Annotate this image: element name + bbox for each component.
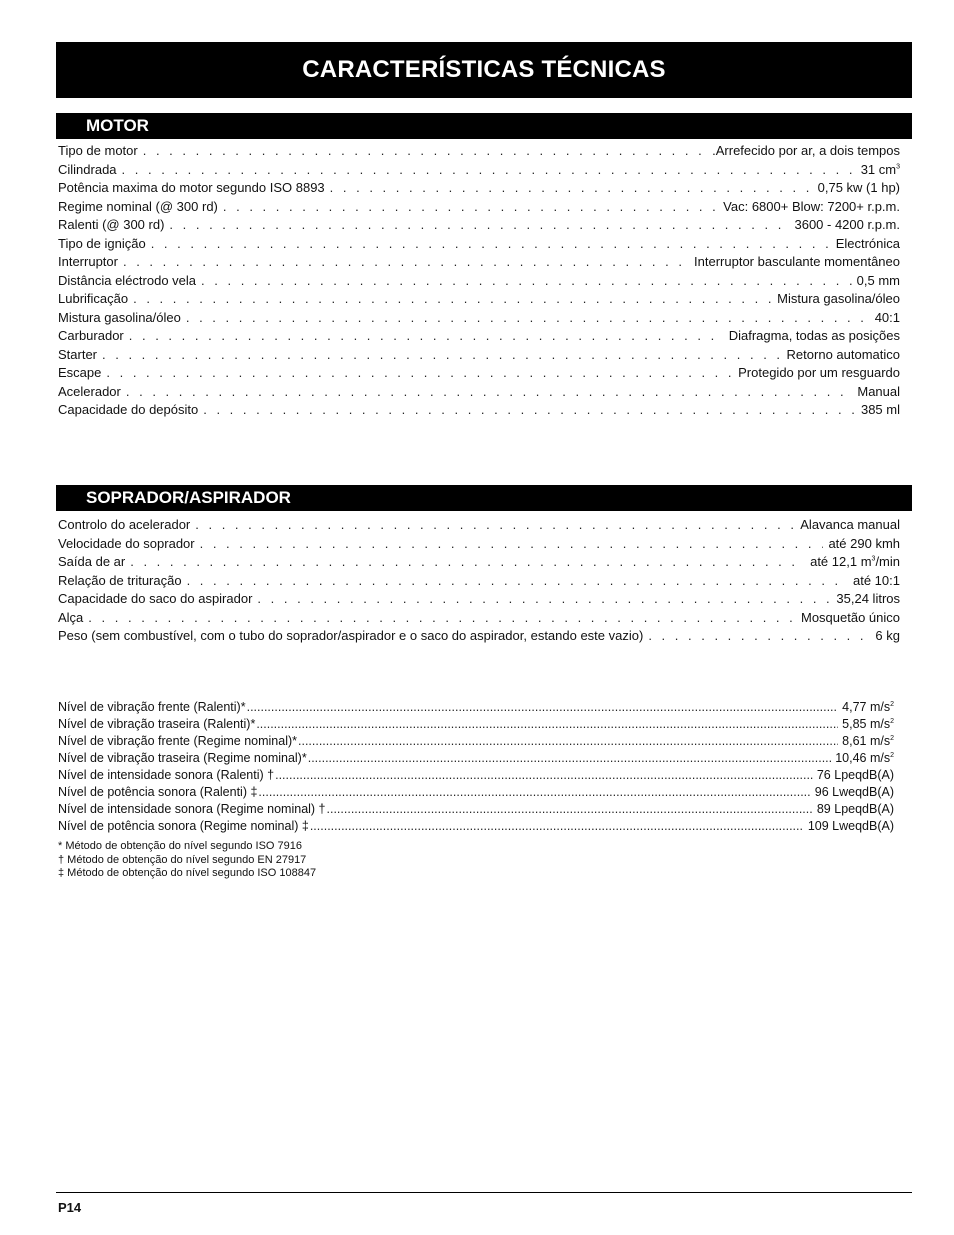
- spec-value-text: Protegido por um resguardo: [738, 365, 900, 380]
- spec-value: [794, 216, 900, 235]
- spec-value-text: .Arrefecido por ar, a dois tempos: [712, 143, 900, 158]
- spec-value: [857, 383, 900, 402]
- dot-leader: [123, 253, 689, 272]
- spec-value: [818, 179, 900, 198]
- spec-value-text: 4,77 m/s: [842, 700, 891, 714]
- spec-value-text: 385 ml: [860, 402, 900, 417]
- dot-leader: [275, 767, 813, 784]
- spec-value: [738, 364, 900, 383]
- spec-label: Nível de vibração traseira (Ralenti)*: [58, 717, 256, 731]
- spec-value-text: Interruptor basculante momentâneo: [694, 254, 900, 269]
- dot-leader: [308, 750, 831, 767]
- spec-row: [58, 401, 900, 420]
- dot-leader: [648, 627, 870, 646]
- footer-divider: [56, 1192, 912, 1193]
- soprador-spec-list: [58, 516, 900, 646]
- spec-value-text: 6 kg: [875, 628, 900, 643]
- spec-value: [787, 346, 900, 365]
- spec-row: [58, 161, 900, 180]
- spec-value-text: Alavanca manual: [800, 517, 900, 532]
- spec-row: [58, 364, 900, 383]
- spec-row: [58, 235, 900, 254]
- spec-label: Acelerador: [58, 383, 121, 399]
- dot-leader: [256, 716, 838, 733]
- spec-row: [58, 272, 900, 291]
- spec-value: [800, 516, 900, 535]
- spec-value-text: Mistura gasolina/óleo: [777, 291, 900, 306]
- spec-value-text: 96 LweqdB(A): [814, 785, 894, 799]
- spec-row: [58, 179, 900, 198]
- section-title-motor: MOTOR: [86, 116, 149, 135]
- spec-label: Alça: [58, 609, 84, 625]
- spec-value: [801, 609, 900, 628]
- dot-leader: [203, 401, 856, 420]
- spec-value: [842, 716, 894, 733]
- unit-superscript: 2: [890, 717, 894, 725]
- spec-label: Escape: [58, 365, 102, 380]
- dot-leader: [200, 535, 824, 554]
- spec-value-text: 76 LpeqdB(A): [816, 768, 894, 782]
- vibration-row: [58, 716, 894, 733]
- page-title-bar: [56, 42, 912, 98]
- spec-row: [58, 346, 900, 365]
- spec-value: [842, 733, 894, 750]
- spec-row: [58, 516, 900, 535]
- page-number: P14: [58, 1200, 82, 1215]
- spec-value-text: até 290 kmh: [828, 535, 900, 551]
- spec-row: [58, 609, 900, 628]
- vibration-row: [58, 767, 894, 784]
- vibration-row: [58, 801, 894, 818]
- spec-value: [729, 327, 900, 346]
- spec-row: [58, 535, 900, 554]
- spec-label: Potência maxima do motor segundo ISO 8893: [58, 180, 325, 195]
- vibration-row: [58, 733, 894, 750]
- spec-value-text: Electrónica: [835, 235, 900, 251]
- dot-leader: [151, 235, 831, 254]
- vibration-row: [58, 750, 894, 767]
- unit-superscript: 3: [871, 555, 876, 563]
- spec-row: [58, 590, 900, 609]
- dot-leader: [201, 272, 852, 291]
- dot-leader: [195, 516, 795, 535]
- dot-leader: [143, 142, 707, 161]
- spec-value: [857, 272, 900, 291]
- spec-value: [810, 553, 900, 572]
- spec-label: Mistura gasolina/óleo: [58, 309, 181, 325]
- spec-row: [58, 142, 900, 161]
- dot-leader: [298, 733, 838, 750]
- dot-leader: [130, 553, 805, 572]
- dot-leader: [186, 309, 870, 328]
- spec-row: [58, 383, 900, 402]
- dot-leader: [102, 346, 782, 365]
- dot-leader: [106, 364, 733, 383]
- dot-leader: [126, 383, 852, 402]
- spec-value-text: 5,85 m/s: [842, 717, 891, 731]
- spec-value-text: Vac: 6800+ Blow: 7200+ r.p.m.: [723, 198, 900, 214]
- spec-value: [815, 784, 894, 801]
- spec-value-text: 109 LweqdB(A): [807, 819, 894, 833]
- spec-label: Interruptor: [58, 254, 118, 269]
- spec-label: Relação de trituração: [58, 572, 182, 588]
- spec-value-text: 3600 - 4200 r.p.m.: [794, 217, 900, 232]
- section-title-soprador: SOPRADOR/ASPIRADOR: [86, 488, 291, 507]
- spec-value-text: 31 cm: [860, 161, 897, 177]
- spec-label: Nível de potência sonora (Ralenti) ‡: [58, 785, 258, 799]
- unit-superscript: 2: [890, 700, 894, 708]
- unit-superscript: 2: [890, 734, 894, 742]
- footnote: † Método de obtenção do nível segundo EN 27917: [58, 853, 307, 866]
- spec-label: Nível de potência sonora (Regime nominal) ‡: [58, 819, 309, 833]
- spec-label: Distância eléctrodo vela: [58, 272, 197, 288]
- spec-value: [875, 627, 900, 646]
- dot-leader: [223, 198, 718, 217]
- dot-leader: [257, 590, 831, 609]
- spec-value: [777, 290, 900, 309]
- spec-label: Nível de intensidade sonora (Regime nominal) †: [58, 802, 326, 816]
- dot-leader: [187, 572, 848, 591]
- spec-label: Saída de ar: [58, 554, 126, 569]
- spec-row: [58, 216, 900, 235]
- spec-value: [861, 401, 900, 420]
- spec-value: [836, 235, 900, 254]
- spec-label: Tipo de ignição: [58, 235, 146, 251]
- spec-value: [808, 818, 894, 835]
- spec-value-text: 89 LpeqdB(A): [816, 802, 894, 816]
- spec-label: Nível de vibração traseira (Regime nominal)*: [58, 751, 307, 765]
- spec-label: Capacidade do depósito: [58, 402, 199, 417]
- spec-label: Cilindrada: [58, 161, 117, 177]
- spec-value-text: 35,24 litros: [836, 591, 900, 606]
- unit-suffix: /min: [875, 554, 900, 569]
- spec-value-text: Manual: [857, 383, 900, 399]
- spec-label: Ralenti (@ 300 rd): [58, 217, 165, 232]
- page-title: CARACTERÍSTICAS TÉCNICAS: [302, 56, 666, 83]
- vibration-row: [58, 784, 894, 801]
- spec-value-text: 0,5 mm: [856, 272, 900, 288]
- spec-value-text: Diafragma, todas as posições: [728, 328, 900, 343]
- spec-label: Regime nominal (@ 300 rd): [58, 198, 218, 214]
- dot-leader: [247, 699, 839, 716]
- spec-value-text: 10,46 m/s: [835, 751, 891, 765]
- unit-superscript: 2: [890, 751, 894, 759]
- spec-label: Nível de vibração frente (Ralenti)*: [58, 700, 246, 714]
- dot-leader: [327, 801, 813, 818]
- spec-value: [835, 750, 894, 767]
- spec-value: [817, 767, 894, 784]
- spec-label: Starter: [58, 346, 98, 362]
- dot-leader: [310, 818, 804, 835]
- spec-label: Peso (sem combustível, com o tubo do soprador/aspirador e o saco do aspirador, estando este vazio): [58, 628, 644, 643]
- spec-row: [58, 290, 900, 309]
- spec-value-text: 40:1: [874, 309, 900, 325]
- spec-value-text: até 12,1 m: [810, 554, 872, 569]
- spec-label: Nível de intensidade sonora (Ralenti) †: [58, 768, 275, 782]
- spec-value: [853, 572, 900, 591]
- spec-value: [712, 142, 900, 161]
- spec-value: [828, 535, 900, 554]
- spec-value-text: 0,75 kw (1 hp): [817, 180, 900, 195]
- spec-row: [58, 309, 900, 328]
- spec-value-text: até 10:1: [853, 572, 900, 588]
- dot-leader: [88, 609, 796, 628]
- spec-row: [58, 553, 900, 572]
- section-header-motor: [56, 113, 912, 139]
- spec-value: [875, 309, 900, 328]
- spec-label: Carburador: [58, 328, 124, 343]
- spec-row: [58, 253, 900, 272]
- spec-value-text: 8,61 m/s: [842, 734, 891, 748]
- spec-row: [58, 627, 900, 646]
- vibration-row: [58, 699, 894, 716]
- dot-leader: [258, 784, 810, 801]
- spec-value-text: Mosquetão único: [800, 609, 900, 625]
- spec-value: [694, 253, 900, 272]
- spec-label: Velocidade do soprador: [58, 535, 195, 551]
- spec-value: [817, 801, 894, 818]
- spec-value: [842, 699, 894, 716]
- spec-label: Lubrificação: [58, 291, 129, 306]
- dot-leader: [330, 179, 813, 198]
- spec-label: Capacidade do saco do aspirador: [58, 591, 253, 606]
- spec-row: [58, 572, 900, 591]
- spec-row: [58, 198, 900, 217]
- spec-label: Nível de vibração frente (Regime nominal)*: [58, 734, 297, 748]
- section-header-soprador: [56, 485, 912, 511]
- vibration-row: [58, 818, 894, 835]
- spec-label: Controlo do acelerador: [58, 517, 191, 532]
- unit-superscript: 3: [896, 163, 900, 171]
- spec-value: [836, 590, 900, 609]
- spec-value: [861, 161, 900, 180]
- dot-leader: [129, 327, 724, 346]
- spec-row: [58, 327, 900, 346]
- spec-value: [723, 198, 900, 217]
- dot-leader: [133, 290, 772, 309]
- footnote: ‡ Método de obtenção do nível segundo ISO 108847: [58, 867, 317, 879]
- motor-spec-list: [58, 142, 900, 420]
- vibration-noise-list: [58, 699, 894, 835]
- footnote: * Método de obtenção do nível segundo ISO 7916: [58, 840, 303, 852]
- dot-leader: [122, 161, 856, 180]
- footnotes: [58, 840, 316, 881]
- spec-label: Tipo de motor: [58, 143, 138, 158]
- spec-value-text: Retorno automatico: [786, 346, 900, 362]
- dot-leader: [169, 216, 789, 235]
